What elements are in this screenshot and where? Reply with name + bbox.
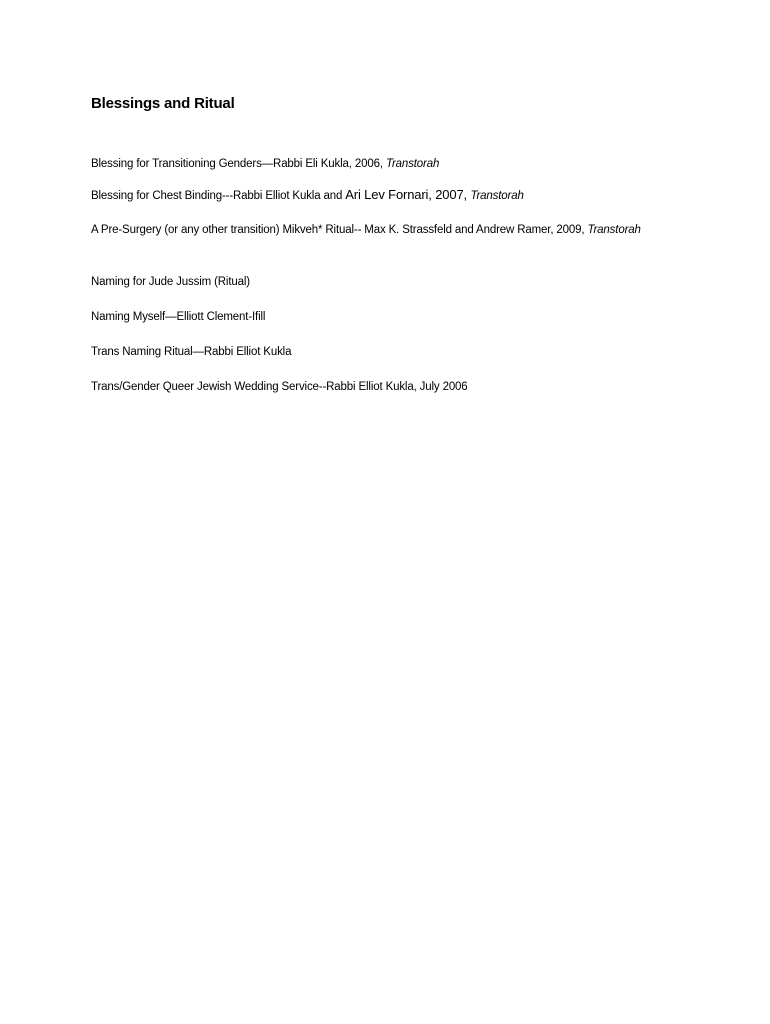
entry-naming-myself: Naming Myself—Elliott Clement-Ifill	[91, 311, 266, 323]
entry-pre-surgery-mikveh-ritual	[91, 222, 691, 239]
entry-trans-naming-ritual: Trans Naming Ritual—Rabbi Elliot Kukla	[91, 346, 292, 358]
entry-source: Transtorah	[385, 158, 440, 170]
document-title: Blessings and Ritual	[91, 95, 235, 112]
entry-text-continued: Ari Lev Fornari, 2007,	[345, 187, 471, 202]
entry-source: Transtorah	[587, 224, 641, 236]
entry-blessing-transitioning-genders	[91, 156, 691, 173]
entry-wedding-service: Trans/Gender Queer Jewish Wedding Service--Rabbi Elliot Kukla, July 2006	[91, 381, 468, 393]
entry-text: Blessing for Transitioning Genders—Rabbi Eli Kukla, 2006,	[91, 158, 386, 170]
entry-naming-jude-jussim: Naming for Jude Jussim (Ritual)	[91, 276, 250, 288]
entry-source: Transtorah	[470, 190, 524, 202]
entry-text: A Pre-Surgery (or any other transition) Mikveh* Ritual-- Max K. Strassfeld and Andrew Ramer, 2009,	[91, 224, 588, 236]
entry-blessing-chest-binding	[91, 186, 691, 205]
entry-text: Blessing for Chest Binding---Rabbi Elliot Kukla and	[91, 190, 346, 202]
